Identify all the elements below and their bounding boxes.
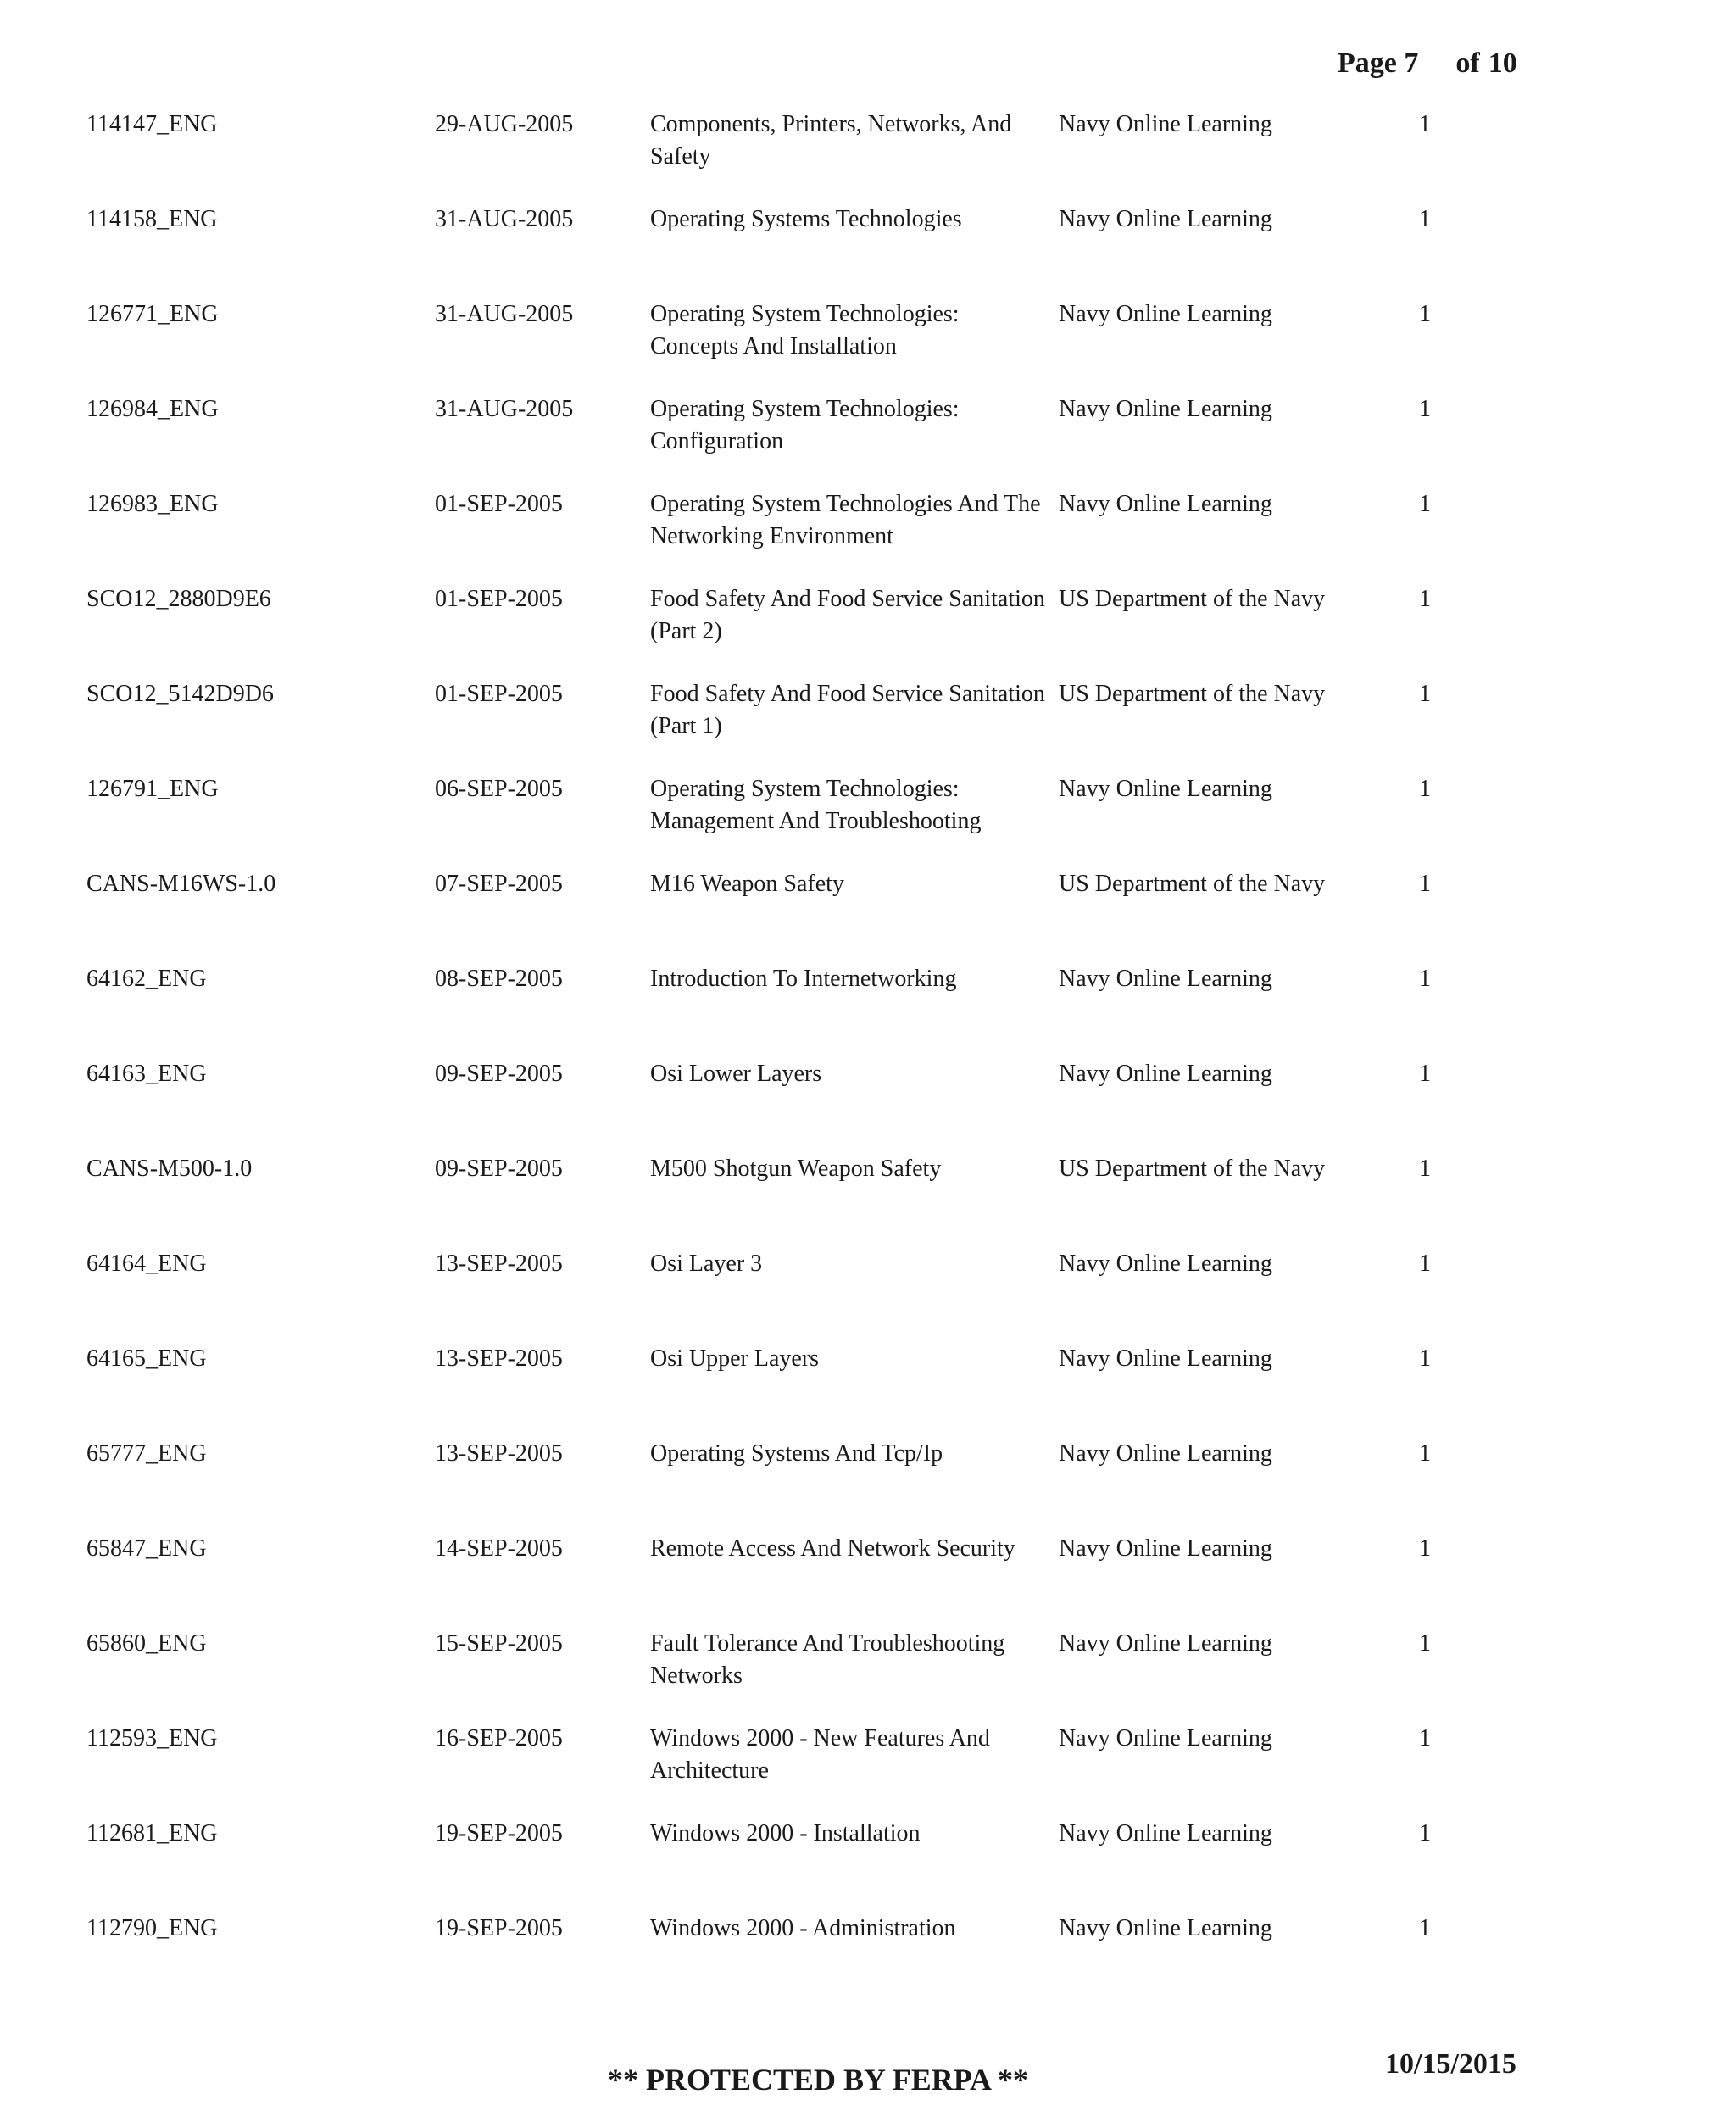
course-id: 65777_ENG: [86, 1440, 207, 1467]
course-record-row: [0, 963, 1736, 1058]
completion-date: 01-SEP-2005: [435, 491, 563, 517]
course-record-row: [0, 109, 1736, 203]
course-id: 64162_ENG: [86, 966, 207, 992]
course-title: Operating System Technologies: Configuration: [650, 396, 960, 454]
course-record-row: [0, 203, 1736, 298]
course-record-row: [0, 773, 1736, 868]
course-record-row: [0, 393, 1736, 488]
course-provider: Navy Online Learning: [1059, 111, 1272, 137]
course-id: 126791_ENG: [86, 776, 219, 802]
course-id: SCO12_5142D9D6: [86, 681, 274, 707]
completion-date: 08-SEP-2005: [435, 966, 563, 992]
completion-date: 16-SEP-2005: [435, 1725, 563, 1752]
course-title: Fault Tolerance And Troubleshooting Networks: [650, 1630, 1005, 1689]
course-provider: US Department of the Navy: [1059, 681, 1326, 707]
course-credits: 1: [1419, 1156, 1431, 1182]
course-record-row: [0, 678, 1736, 773]
course-provider: US Department of the Navy: [1059, 1156, 1326, 1182]
course-title: Food Safety And Food Service Sanitation (Part 1): [650, 681, 1045, 739]
course-credits: 1: [1419, 396, 1431, 422]
completion-date: 15-SEP-2005: [435, 1630, 563, 1657]
course-credits: 1: [1419, 1061, 1431, 1087]
course-record-row: [0, 1153, 1736, 1248]
course-credits: 1: [1419, 1725, 1431, 1752]
course-provider: Navy Online Learning: [1059, 1820, 1272, 1846]
course-title: Remote Access And Network Security: [650, 1535, 1015, 1562]
course-title: Operating System Technologies And The Networking Environment: [650, 491, 1041, 549]
course-credits: 1: [1419, 206, 1431, 232]
course-credits: 1: [1419, 1535, 1431, 1562]
course-credits: 1: [1419, 1820, 1431, 1846]
course-record-row: [0, 1438, 1736, 1533]
course-title: M16 Weapon Safety: [650, 871, 844, 897]
course-credits: 1: [1419, 1440, 1431, 1467]
course-provider: Navy Online Learning: [1059, 1250, 1272, 1277]
course-record-row: [0, 488, 1736, 583]
course-credits: 1: [1419, 301, 1431, 327]
course-id: 64164_ENG: [86, 1250, 207, 1277]
course-id: 126983_ENG: [86, 491, 219, 517]
course-credits: 1: [1419, 1915, 1431, 1941]
completion-date: 01-SEP-2005: [435, 681, 563, 707]
course-title: Osi Lower Layers: [650, 1061, 822, 1087]
completion-date: 09-SEP-2005: [435, 1156, 563, 1182]
completion-date: 29-AUG-2005: [435, 111, 574, 137]
course-record-row: [0, 868, 1736, 963]
course-credits: 1: [1419, 776, 1431, 802]
course-provider: Navy Online Learning: [1059, 1345, 1272, 1372]
course-title: Windows 2000 - Installation: [650, 1820, 921, 1846]
course-id: 126771_ENG: [86, 301, 219, 327]
course-title: Operating System Technologies: Management And Troubleshooting: [650, 776, 982, 834]
course-title: Components, Printers, Networks, And Safety: [650, 111, 1012, 170]
course-credits: 1: [1419, 871, 1431, 897]
course-record-row: [0, 1723, 1736, 1818]
completion-date: 31-AUG-2005: [435, 396, 574, 422]
course-record-row: [0, 298, 1736, 393]
course-title: Osi Layer 3: [650, 1250, 763, 1277]
course-credits: 1: [1419, 1630, 1431, 1657]
course-id: CANS-M16WS-1.0: [86, 871, 276, 897]
completion-date: 19-SEP-2005: [435, 1820, 563, 1846]
course-provider: US Department of the Navy: [1059, 586, 1326, 612]
completion-date: 31-AUG-2005: [435, 206, 574, 232]
course-id: 126984_ENG: [86, 396, 219, 422]
course-title: Food Safety And Food Service Sanitation (Part 2): [650, 586, 1045, 644]
course-id: 112681_ENG: [86, 1820, 218, 1846]
course-id: 65847_ENG: [86, 1535, 207, 1562]
course-record-row: [0, 583, 1736, 678]
completion-date: 31-AUG-2005: [435, 301, 574, 327]
course-title: M500 Shotgun Weapon Safety: [650, 1156, 942, 1182]
course-provider: Navy Online Learning: [1059, 1630, 1272, 1657]
course-records-list: [0, 109, 1736, 2008]
completion-date: 06-SEP-2005: [435, 776, 563, 802]
course-title: Operating Systems Technologies: [650, 206, 962, 232]
page-total: 10: [1488, 47, 1517, 79]
page-indicator: [1338, 47, 1517, 80]
course-provider: Navy Online Learning: [1059, 1061, 1272, 1087]
completion-date: 14-SEP-2005: [435, 1535, 563, 1562]
course-provider: Navy Online Learning: [1059, 491, 1272, 517]
course-record-row: [0, 1818, 1736, 1913]
completion-date: 07-SEP-2005: [435, 871, 563, 897]
course-credits: 1: [1419, 966, 1431, 992]
footer-date: 10/15/2015: [1385, 2048, 1516, 2080]
course-credits: 1: [1419, 1250, 1431, 1277]
completion-date: 19-SEP-2005: [435, 1915, 563, 1941]
course-record-row: [0, 1533, 1736, 1628]
course-provider: Navy Online Learning: [1059, 776, 1272, 802]
course-provider: US Department of the Navy: [1059, 871, 1326, 897]
course-id: 64163_ENG: [86, 1061, 207, 1087]
course-id: 112593_ENG: [86, 1725, 218, 1752]
course-provider: Navy Online Learning: [1059, 1535, 1272, 1562]
course-credits: 1: [1419, 586, 1431, 612]
of-label: of: [1455, 47, 1480, 79]
course-provider: Navy Online Learning: [1059, 206, 1272, 232]
page-label: Page: [1338, 47, 1397, 79]
course-id: 114158_ENG: [86, 206, 218, 232]
completion-date: 13-SEP-2005: [435, 1345, 563, 1372]
course-credits: 1: [1419, 491, 1431, 517]
course-record-row: [0, 1343, 1736, 1438]
course-provider: Navy Online Learning: [1059, 1440, 1272, 1467]
course-credits: 1: [1419, 681, 1431, 707]
page-number: 7: [1404, 47, 1419, 79]
course-credits: 1: [1419, 111, 1431, 137]
course-title: Osi Upper Layers: [650, 1345, 820, 1372]
course-title: Introduction To Internetworking: [650, 966, 957, 992]
course-title: Operating System Technologies: Concepts And Installation: [650, 301, 960, 359]
course-record-row: [0, 1058, 1736, 1153]
course-id: 112790_ENG: [86, 1915, 218, 1941]
course-record-row: [0, 1628, 1736, 1723]
course-provider: Navy Online Learning: [1059, 301, 1272, 327]
completion-date: 09-SEP-2005: [435, 1061, 563, 1087]
completion-date: 01-SEP-2005: [435, 586, 563, 612]
course-provider: Navy Online Learning: [1059, 966, 1272, 992]
completion-date: 13-SEP-2005: [435, 1440, 563, 1467]
course-provider: Navy Online Learning: [1059, 1725, 1272, 1752]
course-title: Operating Systems And Tcp/Ip: [650, 1440, 943, 1467]
course-record-row: [0, 1913, 1736, 2008]
course-id: 114147_ENG: [86, 111, 218, 137]
course-id: SCO12_2880D9E6: [86, 586, 271, 612]
ferpa-notice: ** PROTECTED BY FERPA **: [608, 2063, 1029, 2097]
course-id: CANS-M500-1.0: [86, 1156, 253, 1182]
course-provider: Navy Online Learning: [1059, 1915, 1272, 1941]
course-record-row: [0, 1248, 1736, 1343]
completion-date: 13-SEP-2005: [435, 1250, 563, 1277]
course-provider: Navy Online Learning: [1059, 396, 1272, 422]
course-credits: 1: [1419, 1345, 1431, 1372]
course-id: 65860_ENG: [86, 1630, 207, 1657]
course-id: 64165_ENG: [86, 1345, 207, 1372]
course-title: Windows 2000 - New Features And Architecture: [650, 1725, 990, 1784]
course-title: Windows 2000 - Administration: [650, 1915, 956, 1941]
